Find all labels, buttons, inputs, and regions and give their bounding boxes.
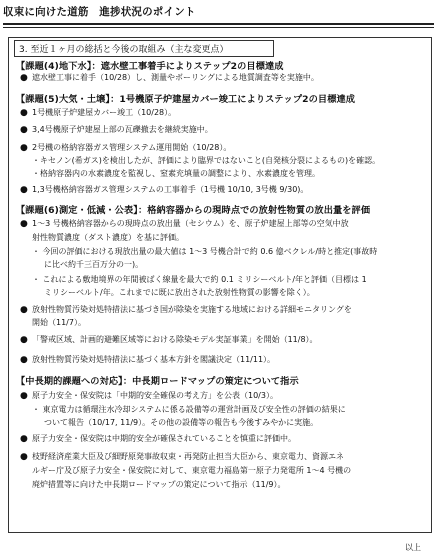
list-item-cont: 開始（11/7）。: [32, 318, 86, 327]
list-item-detail: ・ 東京電力は循環注水冷却システムに係る設備等の運営計画及び安全性の評価の結果に: [32, 405, 346, 414]
list-item-cont: ルギー庁及び原子力安全・保安院に対して、東京電力福島第一原子力発電所 1～4 号機の: [32, 466, 352, 475]
list-item-detail: ・ これによる敷地境界の年間被ばく線量を最大で約 0.1 ミリシーベルト/年と評価（目標は 1: [32, 275, 367, 284]
list-item: 枝野経済産業大臣及び細野原発事故収束・再発防止担当大臣から、東京電力、資源エネ: [32, 452, 344, 461]
footer-end-note: 以上: [405, 543, 421, 552]
section-title: 3. 至近１ヶ月の総括と今後の取組み（主な変更点）: [14, 40, 274, 57]
bullet-icon: ●: [20, 391, 28, 401]
title-underline-thin: [3, 27, 434, 28]
bullet-icon: ●: [20, 219, 28, 229]
bullet-icon: ●: [20, 434, 28, 444]
list-item: 1～3 号機格納容器からの現時点の放出量（セシウム）を、原子炉建屋上部等の空気中放: [32, 219, 349, 228]
list-item-detail-cont: ミリシーベルト/年。これまでに既に放出された放射性物質の影響を除く）。: [44, 288, 315, 297]
bullet-icon: ●: [20, 73, 28, 83]
list-item-detail: ・ 今回の評価における現放出量の最大値は 1～3 号機合計で約 0.6 億ベクレル/時と推定(事故時: [32, 247, 378, 256]
topic-heading-groundwater: 【課題(4)地下水】：遮水壁工事着手によりステップ2の目標達成: [16, 61, 284, 72]
topic-heading-air-soil: 【課題(5)大気・土壌】：1号機原子炉建屋カバー竣工によりステップ2の目標達成: [16, 94, 356, 105]
list-item-cont: 射性物質濃度（ダスト濃度）を基に評価。: [32, 233, 184, 242]
list-item: 放射性物質汚染対処特措法に基づく基本方針を閣議決定（11/11）。: [32, 355, 276, 364]
list-item: 2号機の格納容器ガス管理システム運用開始（10/28）。: [32, 143, 232, 152]
list-item: 「警戒区域、計画的避難区域等における除染モデル実証事業」を開始（11/8）。: [32, 335, 318, 344]
title-underline: [3, 23, 434, 25]
list-item-detail: ・キセノン(希ガス)を検出したが、評価により臨界ではないこと(自発核分裂によるもの)を確認。: [32, 156, 381, 165]
list-item: 遮水壁工事に着手（10/28）し、測量やボーリングによる地質調査等を実施中。: [32, 73, 319, 82]
bullet-icon: ●: [20, 355, 28, 365]
list-item-detail-cont: ついて報告（10/17, 11/9）。その他の設備等の報告も今後すみやかに実施。: [44, 418, 319, 427]
bullet-icon: ●: [20, 125, 28, 135]
list-item-detail: ・格納容器内の水素濃度を監視し、窒素充填量の調整により、水素濃度を管理。: [32, 169, 320, 178]
bullet-icon: ●: [20, 452, 28, 462]
bullet-icon: ●: [20, 305, 28, 315]
topic-heading-midlong: 【中長期的課題への対応】：中長期ロードマップの策定について指示: [16, 376, 299, 387]
list-item: 3,4号機原子炉建屋上部の瓦礫撤去を継続実施中。: [32, 125, 213, 134]
list-item-detail-cont: に比べ約千三百万分の一)。: [44, 260, 144, 269]
list-item: 1,3号機格納容器ガス管理システムの工事着手（1号機 10/10, 3号機 9/30)。: [32, 185, 309, 194]
page-title: 収束に向けた道筋 進捗状況のポイント: [3, 6, 196, 18]
list-item-cont: 廃炉措置等に向けた中長期ロードマップの策定について指示（11/9）。: [32, 480, 286, 489]
bullet-icon: ●: [20, 143, 28, 153]
list-item: 原子力安全・保安院は中期的安全が確保されていることを慎重に評価中。: [32, 434, 296, 443]
list-item: 放射性物質汚染対処特措法に基づき国が除染を実施する地域における詳細モニタリングを: [32, 305, 352, 314]
topic-heading-measurement: 【課題(6)測定・低減・公表】：格納容器からの現時点での放射性物質の放出量を評価: [16, 205, 371, 216]
bullet-icon: ●: [20, 108, 28, 118]
bullet-icon: ●: [20, 185, 28, 195]
bullet-icon: ●: [20, 335, 28, 345]
list-item: 原子力安全・保安院は「中期的安全確保の考え方」を公表（10/3）。: [32, 391, 278, 400]
list-item: 1号機原子炉建屋カバー竣工（10/28）。: [32, 108, 177, 117]
